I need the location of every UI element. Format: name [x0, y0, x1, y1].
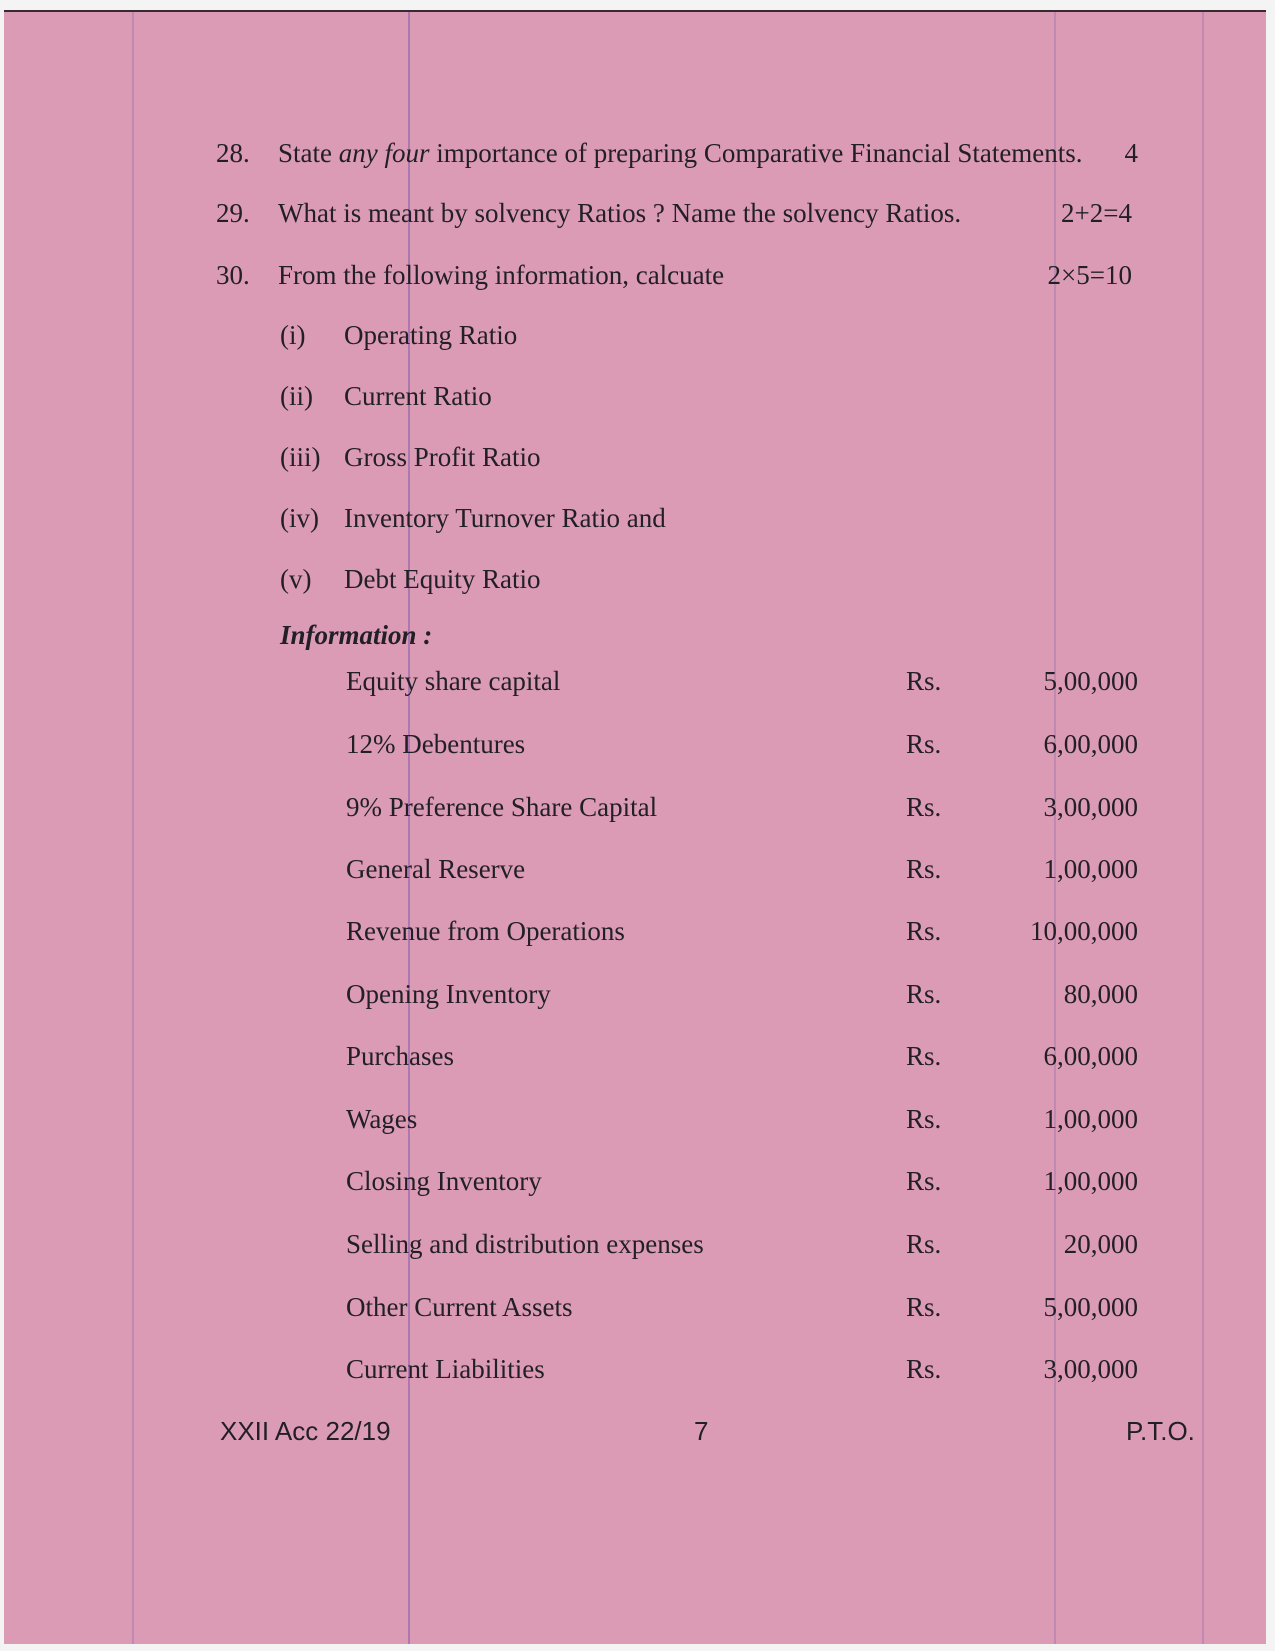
info-item: Purchases [346, 1041, 454, 1071]
sub-item-numeral: (iii) [280, 442, 321, 472]
paper-line [408, 12, 410, 1644]
info-currency: Rs. [906, 979, 942, 1009]
please-turn-over: P.T.O. [1126, 1416, 1195, 1446]
sub-item-numeral: (iv) [280, 503, 319, 533]
info-currency: Rs. [906, 1292, 942, 1322]
sub-item-label: Operating Ratio [344, 320, 518, 350]
question-number: 29. [216, 198, 250, 228]
question-number: 30. [216, 260, 250, 290]
info-item: General Reserve [346, 854, 526, 884]
info-amount: 5,00,000 [1043, 1292, 1138, 1322]
info-currency: Rs. [906, 666, 942, 696]
info-amount: 10,00,000 [1030, 916, 1138, 946]
info-currency: Rs. [906, 1041, 942, 1071]
question-text: What is meant by solvency Ratios ? Name the solvency Ratios. [278, 198, 962, 228]
sub-item-label: Gross Profit Ratio [344, 442, 541, 472]
paper-code: XXII Acc 22/19 [220, 1416, 391, 1446]
question-number: 28. [216, 138, 250, 168]
question-marks: 2+2=4 [1061, 198, 1132, 228]
info-item: Revenue from Operations [346, 916, 625, 946]
sub-item-label: Current Ratio [344, 381, 492, 411]
info-currency: Rs. [906, 792, 942, 822]
info-amount: 1,00,000 [1043, 1104, 1138, 1134]
sub-item-numeral: (ii) [280, 381, 313, 411]
question-text [278, 138, 1083, 169]
sub-item-label: Inventory Turnover Ratio and [344, 503, 666, 533]
sub-item-numeral: (i) [280, 320, 306, 350]
paper-line [132, 12, 134, 1644]
info-amount: 5,00,000 [1043, 666, 1138, 696]
info-amount: 80,000 [1063, 979, 1138, 1009]
paper-line [1054, 12, 1056, 1644]
info-item: Current Liabilities [346, 1354, 545, 1384]
info-item: Other Current Assets [346, 1292, 573, 1322]
info-currency: Rs. [906, 854, 942, 884]
info-currency: Rs. [906, 1354, 942, 1384]
question-text-suffix: importance of preparing Comparative Financial Statements. [429, 138, 1083, 168]
info-amount: 20,000 [1063, 1229, 1138, 1259]
question-marks: 4 [1124, 138, 1138, 168]
page-number: 7 [694, 1416, 709, 1446]
info-currency: Rs. [906, 1166, 942, 1196]
paper-line [1202, 12, 1204, 1644]
info-amount: 3,00,000 [1043, 792, 1138, 822]
info-item: Equity share capital [346, 666, 561, 696]
info-currency: Rs. [906, 1104, 942, 1134]
information-heading: Information : [280, 620, 433, 650]
info-currency: Rs. [906, 916, 942, 946]
info-item: 12% Debentures [346, 729, 526, 759]
info-currency: Rs. [906, 729, 942, 759]
info-amount: 6,00,000 [1043, 1041, 1138, 1071]
info-amount: 1,00,000 [1043, 854, 1138, 884]
sub-item-label: Debt Equity Ratio [344, 564, 541, 594]
info-amount: 1,00,000 [1043, 1166, 1138, 1196]
question-emphasis: any four [338, 138, 430, 168]
info-item: Wages [346, 1104, 418, 1134]
info-item: Selling and distribution expenses [346, 1229, 704, 1259]
info-currency: Rs. [906, 1229, 942, 1259]
question-marks: 2×5=10 [1047, 260, 1132, 290]
exam-page [4, 10, 1266, 1644]
info-item: Closing Inventory [346, 1166, 542, 1196]
info-item: 9% Preference Share Capital [346, 792, 658, 822]
info-amount: 6,00,000 [1043, 729, 1138, 759]
info-amount: 3,00,000 [1043, 1354, 1138, 1384]
info-item: Opening Inventory [346, 979, 551, 1009]
sub-item-numeral: (v) [280, 564, 312, 594]
question-text: From the following information, calcuate [278, 260, 725, 290]
question-text-prefix: State [278, 138, 339, 168]
